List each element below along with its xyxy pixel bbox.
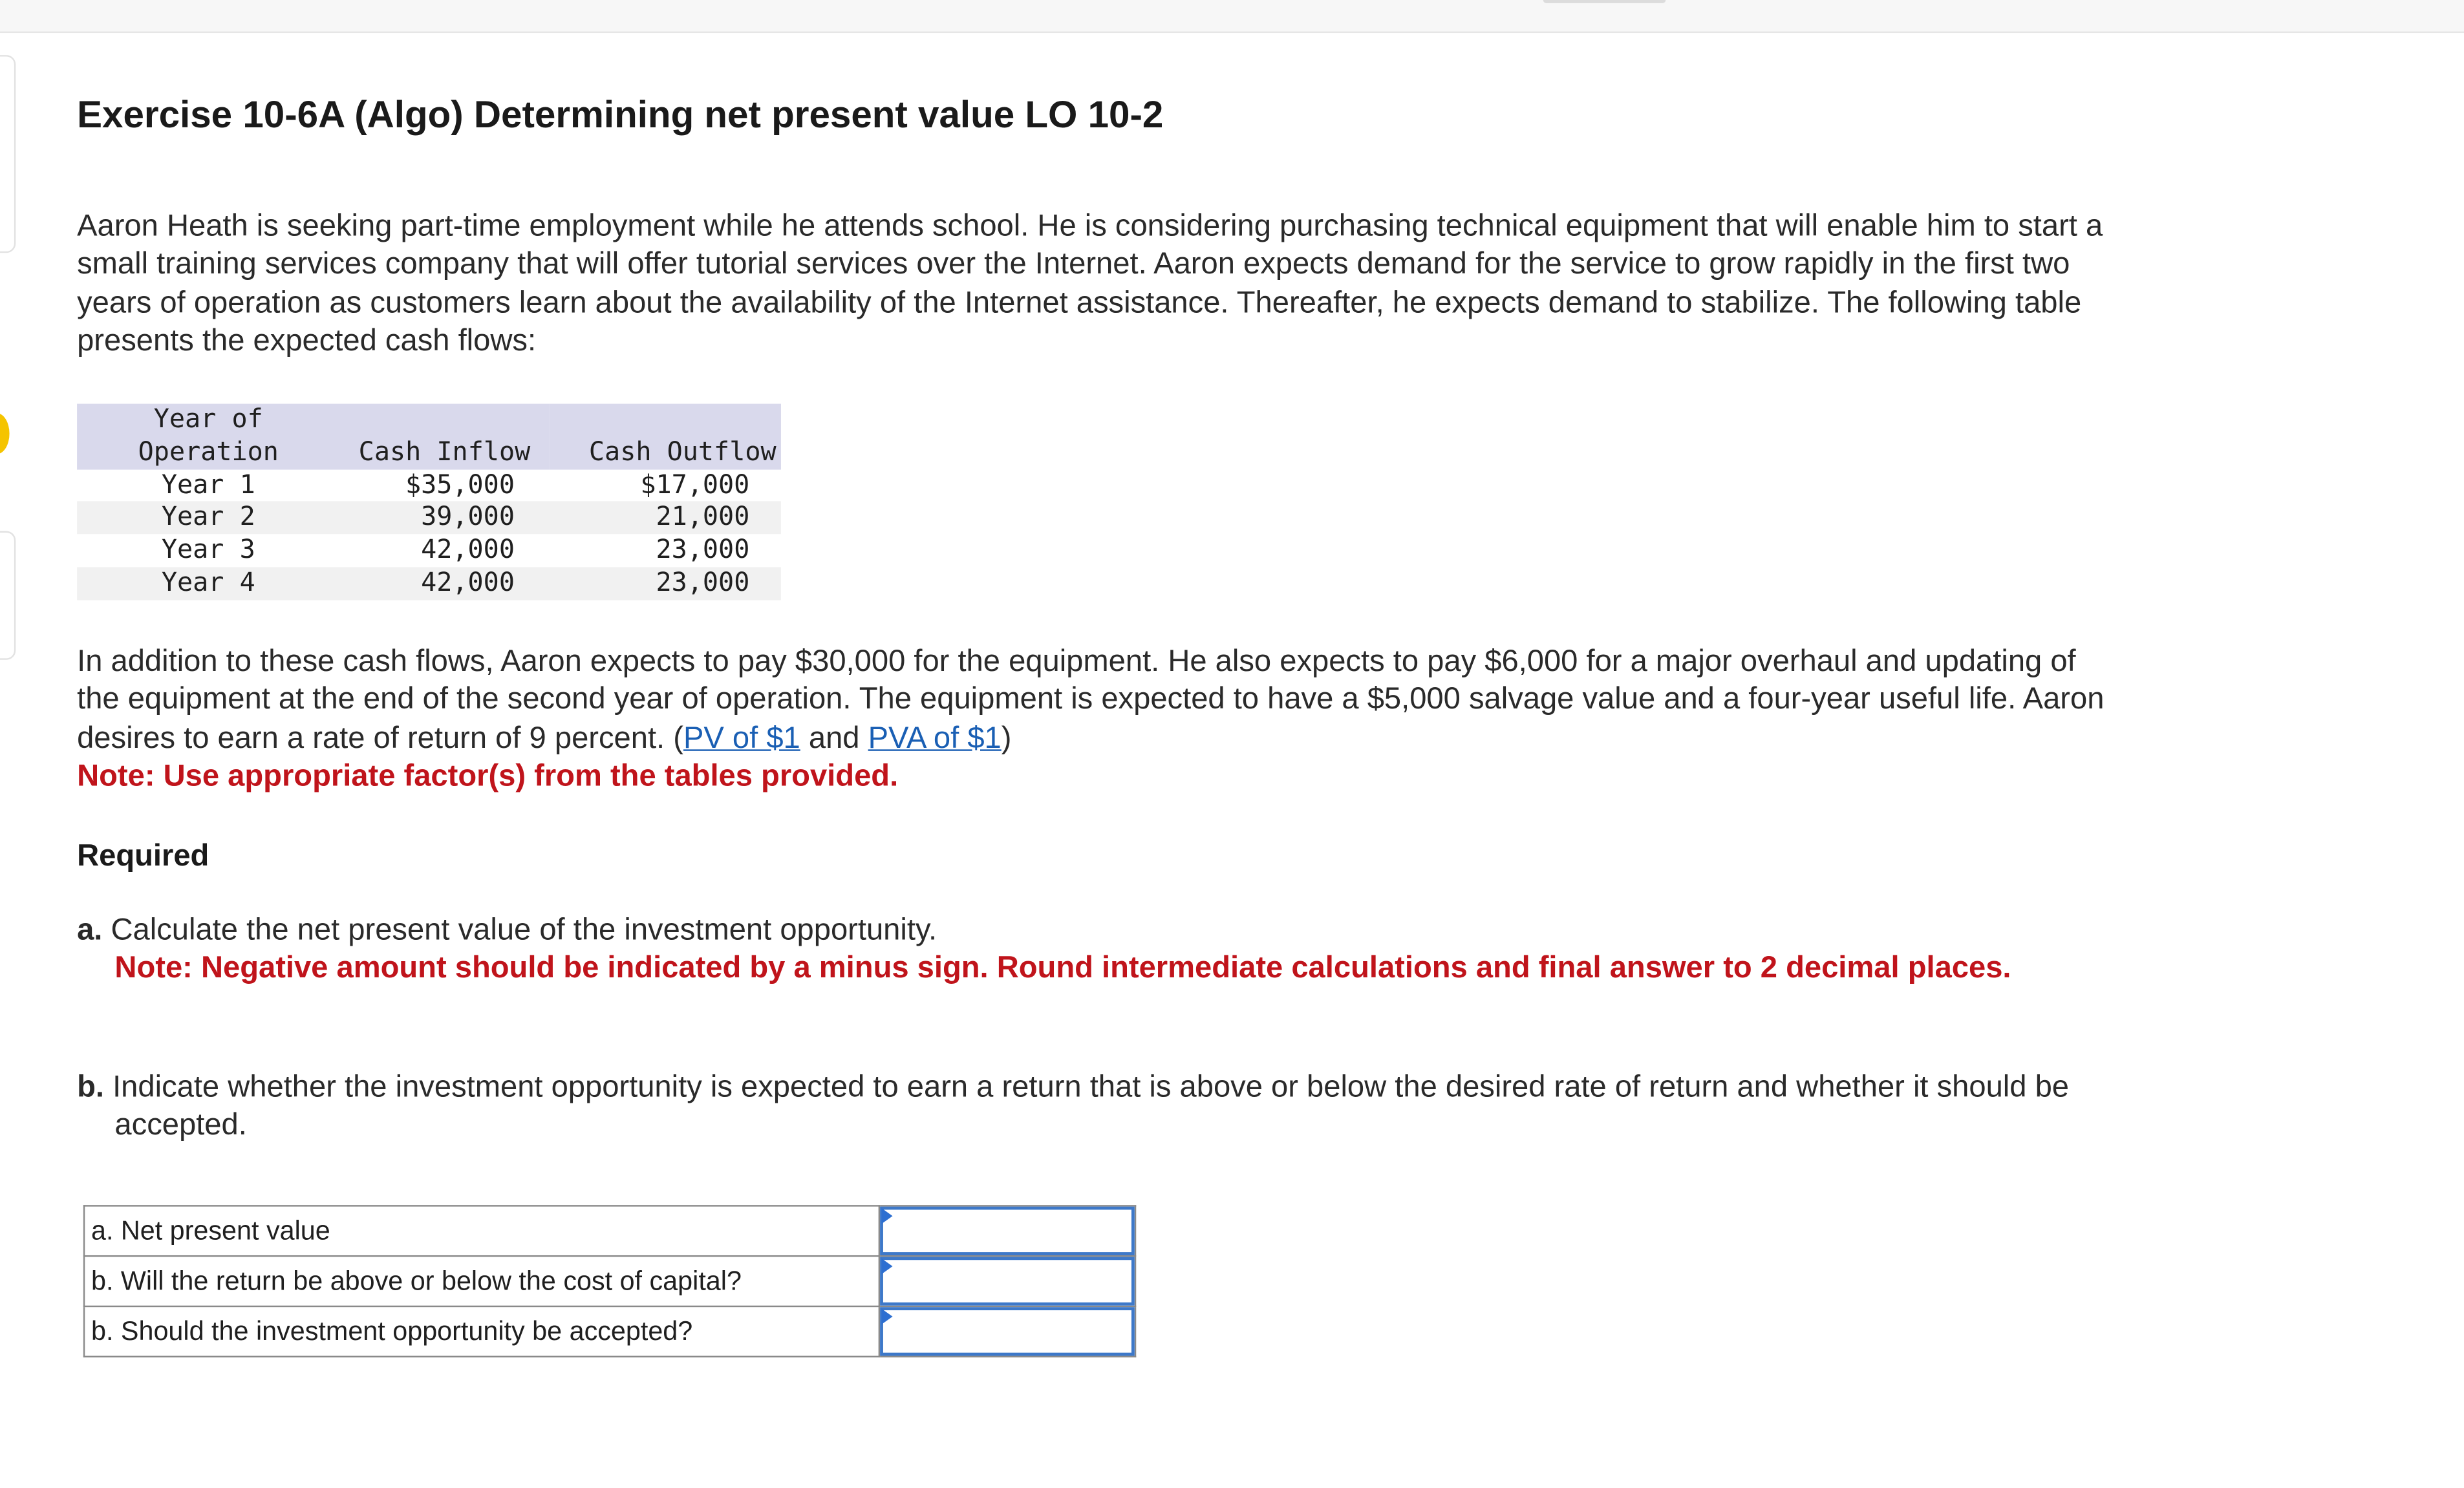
requirement-a-note: Note: Negative amount should be indicated by a minus sign. Round intermediate calculations and final answer to 2 decimal places. [114, 951, 2011, 986]
table-row [77, 535, 781, 568]
header-cash-inflow: Cash Inflow [358, 436, 531, 467]
answer-cell-return [879, 1256, 1135, 1306]
header-year-of-operation [77, 404, 339, 469]
cell-outflow: $17,000 [640, 469, 750, 499]
answer-row-npv [84, 1206, 1135, 1256]
details-text: In addition to these cash flows, Aaron expects to pay $30,000 for the equipment. He also expects to pay $6,000 for a major overhaul and updating of the equipment at the end of the second year of operation. The equipment is expected to have a $5,000 salvage value and a four-year useful life. Aaron desires to earn a rate of return of 9 percent. ( [77, 644, 2105, 756]
answer-cell-accept [879, 1306, 1135, 1357]
answer-row-return [84, 1256, 1135, 1306]
requirement-a-text: Calculate the net present value of the investment opportunity. [102, 913, 937, 948]
header-cash-outflow: Cash Outflow [588, 436, 777, 467]
requirement-a [77, 911, 2095, 988]
cell-inflow: 42,000 [421, 567, 515, 597]
side-card-bottom [0, 531, 16, 660]
top-bar-tab[interactable] [1543, 0, 1666, 3]
cell-outflow: 23,000 [656, 567, 750, 597]
required-heading: Required [77, 838, 209, 874]
cash-flow-header-row [77, 404, 781, 469]
accept-investment-input[interactable] [880, 1307, 1135, 1355]
answer-label-npv: a. Net present value [84, 1206, 879, 1256]
header-year-line1: Year of [153, 403, 263, 434]
npv-input[interactable] [880, 1207, 1135, 1255]
cell-marker-icon [882, 1208, 893, 1224]
requirement-a-letter: a. [77, 913, 103, 948]
side-card-top [0, 55, 16, 253]
answer-row-accept [84, 1306, 1135, 1357]
return-above-below-input[interactable] [880, 1257, 1135, 1305]
cash-flow-table [77, 404, 781, 600]
details-paragraph [77, 643, 2120, 795]
cell-outflow: 23,000 [656, 534, 750, 565]
answer-label-return: b. Will the return be above or below the cost of capital? [84, 1256, 879, 1306]
cell-marker-icon [882, 1309, 893, 1324]
header-year-line2: Operation [138, 436, 279, 467]
pv-of-1-link[interactable]: PV of $1 [683, 720, 800, 756]
table-row [77, 502, 781, 535]
details-and-text: and [800, 720, 868, 756]
table-row [77, 567, 781, 600]
factor-note: Note: Use appropriate factor(s) from the tables provided. [77, 758, 899, 794]
intro-paragraph: Aaron Heath is seeking part-time employment while he attends school. He is considering purchasing technical equipment that will enable him to start a small training services company that will offer tutorial services over the Internet. Aaron expects demand for the service to grow rapidly in the first two years of operation as customers learn about the availability of the Internet assistance. Thereafter, he expects demand to stabilize. The following table presents the expected cash flows: [77, 209, 2103, 358]
table-row [77, 469, 781, 502]
answer-cell-npv [879, 1206, 1135, 1256]
cell-inflow: $35,000 [405, 469, 515, 499]
requirement-b-letter: b. [77, 1070, 104, 1105]
details-close-paren: ) [1001, 720, 1012, 756]
cell-year: Year 2 [161, 502, 255, 532]
cell-outflow: 21,000 [656, 502, 750, 532]
requirement-b [77, 1068, 2095, 1145]
progress-indicator-dot [0, 413, 10, 454]
cell-inflow: 42,000 [421, 534, 515, 565]
cell-year: Year 1 [161, 469, 255, 499]
cell-year: Year 4 [161, 567, 255, 597]
cell-inflow: 39,000 [421, 502, 515, 532]
answer-label-accept: b. Should the investment opportunity be accepted? [84, 1306, 879, 1357]
cell-marker-icon [882, 1259, 893, 1274]
cell-year: Year 3 [161, 534, 255, 565]
pva-of-1-link[interactable]: PVA of $1 [868, 720, 1002, 756]
exercise-title: Exercise 10-6A (Algo) Determining net present value LO 10-2 [77, 94, 1164, 137]
top-bar [0, 0, 2464, 33]
answer-table [83, 1205, 1136, 1357]
requirement-b-text: Indicate whether the investment opportunity is expected to earn a return that is above or below the desired rate of return and whether it should be accepted. [103, 1070, 2070, 1143]
